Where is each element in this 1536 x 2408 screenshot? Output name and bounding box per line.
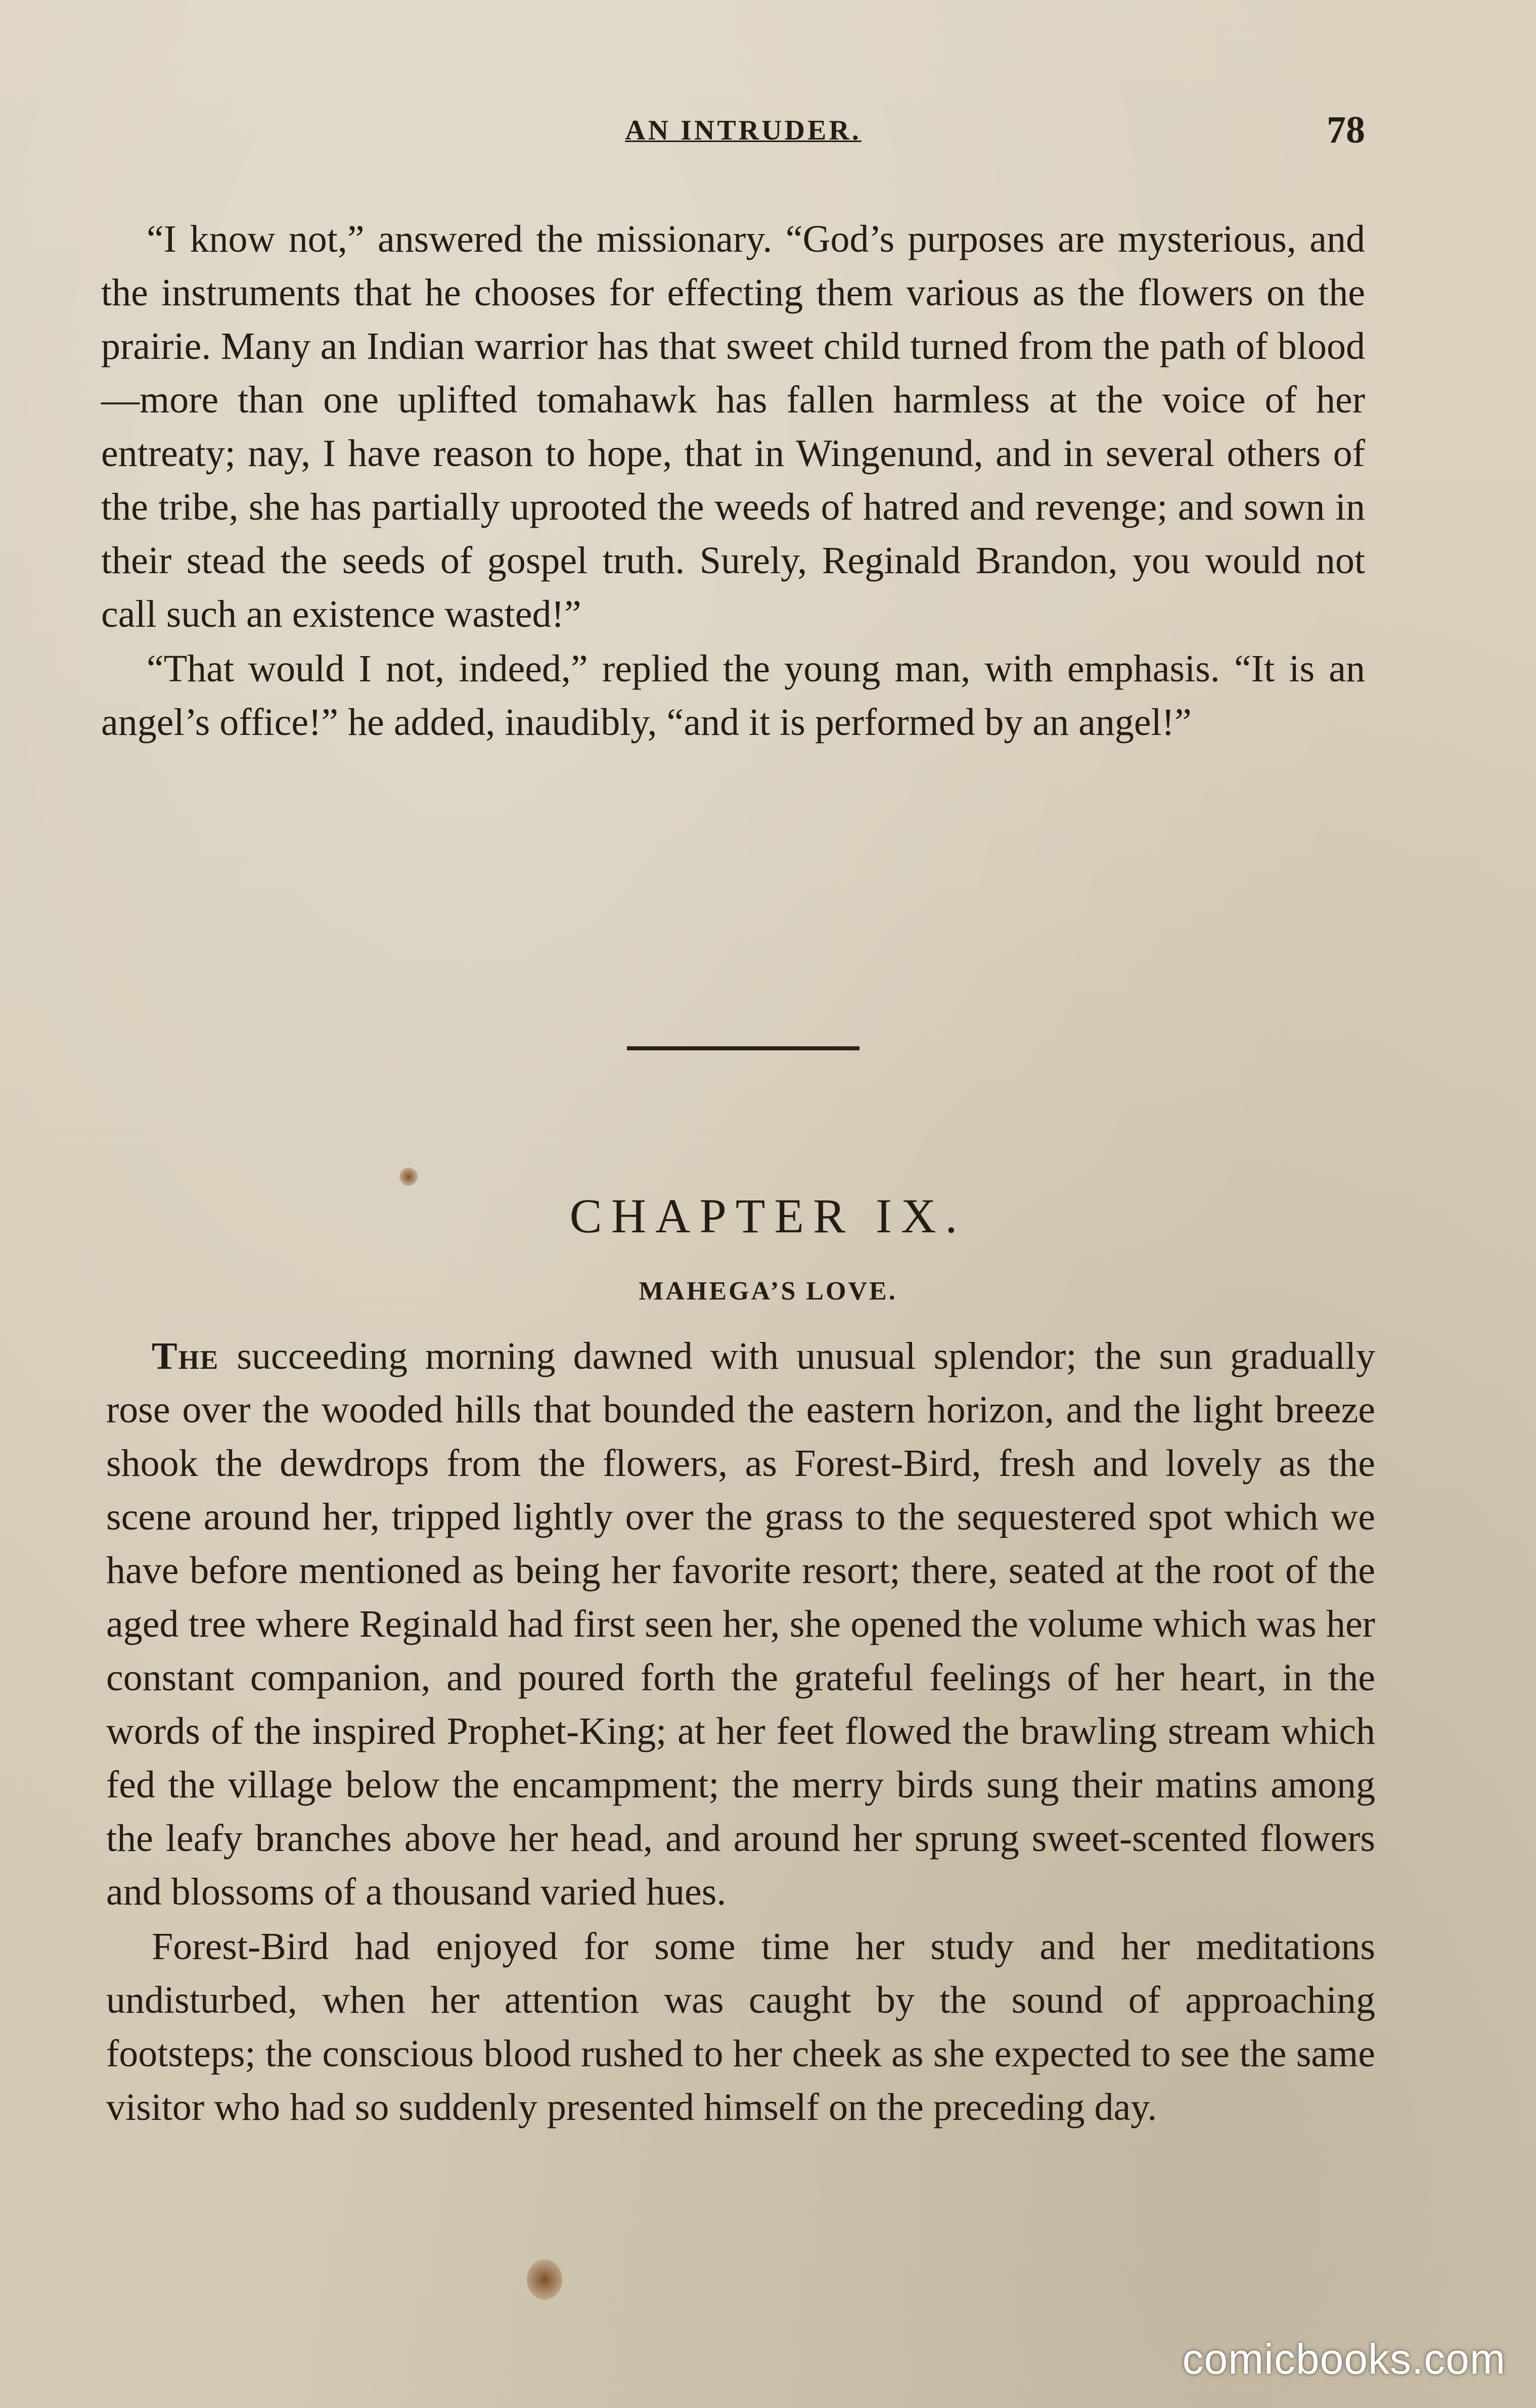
chapter-text-block xyxy=(106,1329,1375,2134)
page-number: 78 xyxy=(1327,109,1365,151)
chapter-subtitle: MAHEGA’S LOVE. xyxy=(639,1277,897,1306)
top-text-block xyxy=(101,212,1365,749)
running-title: AN INTRUDER. xyxy=(625,115,862,146)
opening-word: The xyxy=(152,1335,219,1377)
paragraph-missionary-reply: “I know not,” answered the missionary. “God’s purposes are mysterious, and the instruments that he chooses for effecting them various as the flowers on the prairie. Many an Indian warrior has that sweet child turned from the path of blood—more than one uplifted tomahawk has fallen harmless at the voice of her entreaty; nay, I have reason to hope, that in Wingenund, and in several others of the tribe, she has partially uprooted the weeds of hatred and revenge; and sown in their stead the seeds of gospel truth. Surely, Reginald Brandon, you would not call such an existence wasted!” xyxy=(101,218,1365,635)
watermark-logo: comicbooks.com xyxy=(1182,2335,1506,2383)
paragraph-young-man-reply: “That would I not, indeed,” replied the young man, with emphasis. “It is an angel’s office!” he added, inaudibly, “and it is performed by an angel!” xyxy=(101,647,1365,744)
paper-stain xyxy=(527,2259,562,2300)
paragraph-footsteps: Forest-Bird had enjoyed for some time her study and her meditations undisturbed, when her attention was caught by the sound of approaching footsteps; the conscious blood rushed to her cheek as she expected to see the same visitor who had so suddenly presented himself on the preceding day. xyxy=(106,1925,1375,2128)
chapter-title: CHAPTER IX. xyxy=(569,1189,967,1243)
section-divider xyxy=(627,1046,860,1050)
paragraph-morning xyxy=(106,1329,1375,1919)
paragraph-morning-text: succeeding morning dawned with unusual splendor; the sun gradually rose over the wooded hills that bounded the eastern horizon, and the light breeze shook the dewdrops from the flowers, as Forest-Bird, fresh and lovely as the scene around her, tripped lightly over the grass to the sequestered spot which we have before mentioned as being her favorite resort; there, seated at the root of the aged tree where Reginald had first seen her, she opened the volume which was her constant companion, and poured forth the grateful feelings of her heart, in the words of the inspired Prophet-King; at her feet flowed the brawling stream which fed the village below the encampment; the merry birds sung their matins among the leafy branches above her head, and around her sprung sweet-scented flowers and blossoms of a thousand varied hues. xyxy=(106,1335,1375,1913)
paper-speck xyxy=(399,1168,418,1186)
